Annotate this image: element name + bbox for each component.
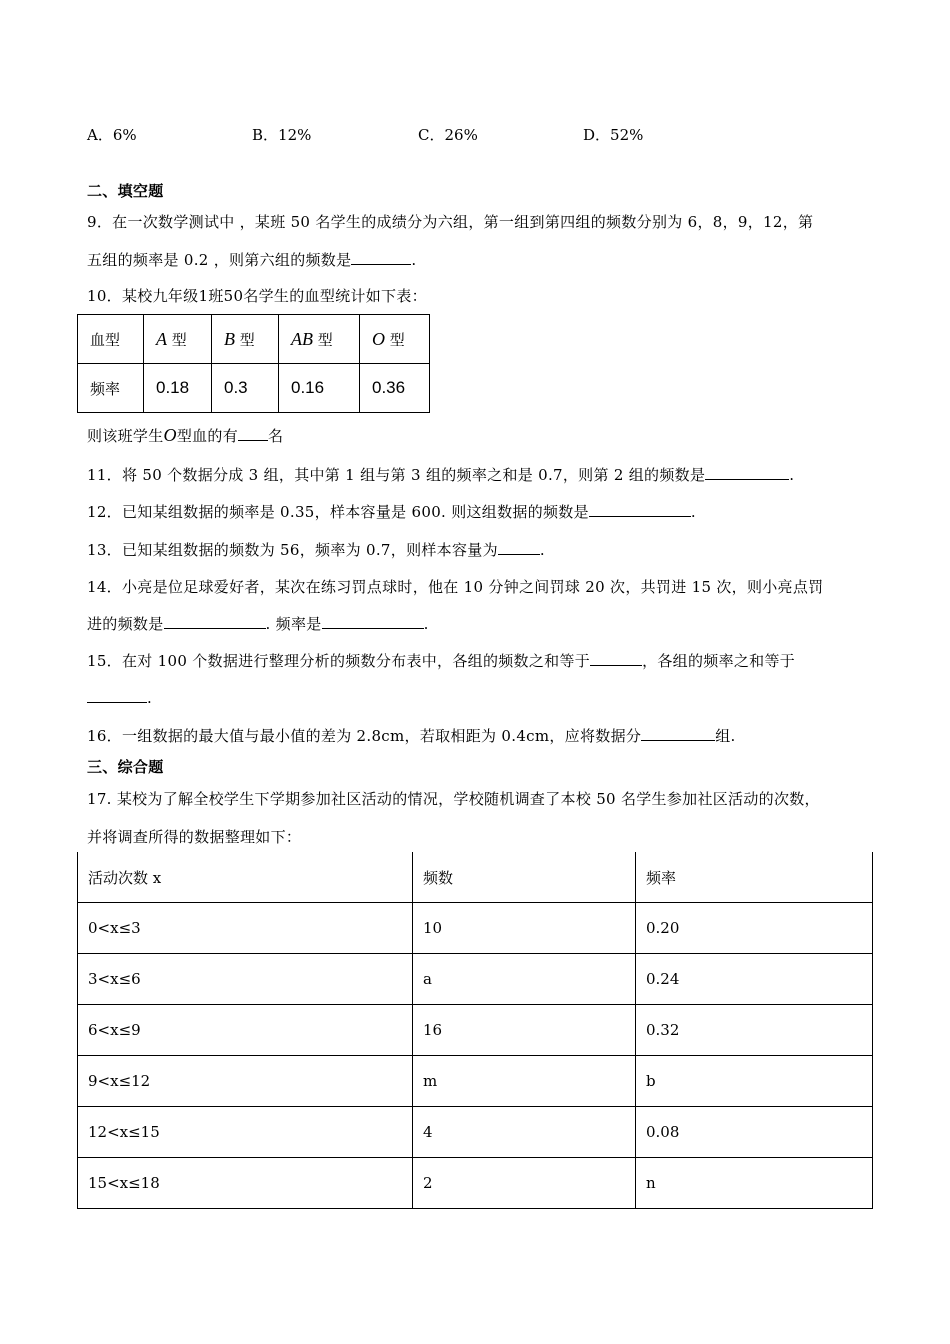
table-cell: 10 [413, 903, 636, 954]
table-cell: m [413, 1056, 636, 1107]
table-cell: 16 [413, 1005, 636, 1056]
question-9-line-2 [87, 249, 416, 270]
question-10-prompt [87, 425, 283, 446]
table-cell: 0.3 [212, 364, 279, 413]
q16-text: 16．一组数据的最大值与最小值的差为 2.8cm，若取相距为 0.4cm，应将数据分 [87, 727, 642, 745]
q15-end: . [147, 689, 153, 707]
answer-blank [641, 726, 715, 741]
question-15-line-2 [87, 688, 152, 707]
q13-end: . [539, 541, 545, 559]
question-9-line-1: 9．在一次数学测试中 ，某班 50 名学生的成绩分为六组，第一组到第四组的频数分别为 6，8，9，12，第 [87, 213, 814, 231]
section-title-fill-in: 二、填空题 [87, 182, 164, 200]
table-cell: b [636, 1056, 873, 1107]
question-13 [87, 539, 545, 560]
table-cell: 3<x≤6 [78, 954, 413, 1005]
q10-prompt-text: 名 [268, 427, 284, 445]
table-row [78, 1158, 873, 1209]
table-cell: 0.18 [144, 364, 212, 413]
q11-text: 11．将 50 个数据分成 3 组，其中第 1 组与第 3 组的频率之和是 0.7，则第 2 组的频数是 [87, 466, 706, 484]
table-cell: 0.20 [636, 903, 873, 954]
table-cell: 4 [413, 1107, 636, 1158]
table-cell: n [636, 1158, 873, 1209]
table-header-cell: A 型 [144, 315, 212, 364]
q12-text: 12．已知某组数据的频率是 0.35，样本容量是 600. 则这组数据的频数是 [87, 503, 589, 521]
option-a: A．6% [87, 126, 137, 144]
table-cell: 15<x≤18 [78, 1158, 413, 1209]
q10-variable: O [163, 425, 177, 445]
blood-type-table [77, 314, 430, 413]
table-header-cell: 频数 [413, 852, 636, 903]
table-cell: 0.16 [279, 364, 360, 413]
q9-end: . [411, 251, 417, 269]
q15-text: ，各组的频率之和等于 [642, 652, 796, 670]
question-12 [87, 501, 696, 522]
answer-blank [87, 688, 147, 703]
question-17-line-2: 并将调查所得的数据整理如下： [87, 828, 302, 846]
section-title-comprehensive: 三、综合题 [87, 758, 164, 776]
q15-text: 15．在对 100 个数据进行整理分析的频数分布表中，各组的频数之和等于 [87, 652, 591, 670]
option-c: C．26% [418, 126, 478, 144]
table-row [78, 1107, 873, 1158]
answer-blank [705, 465, 789, 480]
table-header-cell: AB 型 [279, 315, 360, 364]
question-15-line-1 [87, 650, 795, 671]
table-row [78, 903, 873, 954]
q14-text: 进的频数是 [87, 615, 164, 633]
answer-blank [590, 651, 642, 666]
question-14-line-1: 14．小亮是位足球爱好者，某次在练习罚点球时，他在 10 分钟之间罚球 20 次，共罚进 15 次，则小亮点罚 [87, 578, 824, 596]
question-16 [87, 725, 736, 746]
q9-text: 五组的频率是 0.2 ，则第六组的频数是 [87, 251, 352, 269]
q16-end: 组. [715, 727, 736, 745]
table-cell: 0.32 [636, 1005, 873, 1056]
table-cell: a [413, 954, 636, 1005]
table-cell: 9<x≤12 [78, 1056, 413, 1107]
table-header-cell: 活动次数 x [78, 852, 413, 903]
table-cell: 2 [413, 1158, 636, 1209]
answer-blank [589, 502, 691, 517]
question-10-text: 10．某校九年级1班50名学生的血型统计如下表： [87, 287, 427, 305]
table-cell: 0.24 [636, 954, 873, 1005]
q14-text: . 频率是 [265, 615, 322, 633]
q12-end: . [690, 503, 696, 521]
table-row [78, 954, 873, 1005]
table-cell: 0.08 [636, 1107, 873, 1158]
answer-blank [498, 540, 540, 555]
answer-blank [322, 614, 424, 629]
table-cell: 6<x≤9 [78, 1005, 413, 1056]
table-header-cell: B 型 [212, 315, 279, 364]
table-cell: 0<x≤3 [78, 903, 413, 954]
table-header-cell: 频率 [636, 852, 873, 903]
answer-blank [164, 614, 266, 629]
answer-blank [351, 250, 411, 265]
option-b: B．12% [252, 126, 312, 144]
answer-blank [238, 426, 268, 441]
table-row [78, 1005, 873, 1056]
question-14-line-2 [87, 613, 429, 634]
q11-end: . [789, 466, 795, 484]
option-d: D．52% [583, 126, 644, 144]
question-17-line-1: 17. 某校为了解全校学生下学期参加社区活动的情况，学校随机调查了本校 50 名学生参加社区活动的次数， [87, 790, 820, 808]
table-row-label: 频率 [78, 364, 144, 413]
q10-prompt-text: 型血的有 [176, 427, 239, 445]
table-cell: 12<x≤15 [78, 1107, 413, 1158]
table-header-cell: 血型 [78, 315, 144, 364]
q13-text: 13．已知某组数据的频数为 56，频率为 0.7，则样本容量为 [87, 541, 498, 559]
activity-frequency-table [77, 852, 873, 1209]
table-cell: 0.36 [360, 364, 430, 413]
question-11 [87, 464, 794, 485]
table-row [78, 1056, 873, 1107]
table-header-cell: O 型 [360, 315, 430, 364]
q10-prompt-text: 则该班学生 [87, 427, 164, 445]
q14-end: . [423, 615, 429, 633]
